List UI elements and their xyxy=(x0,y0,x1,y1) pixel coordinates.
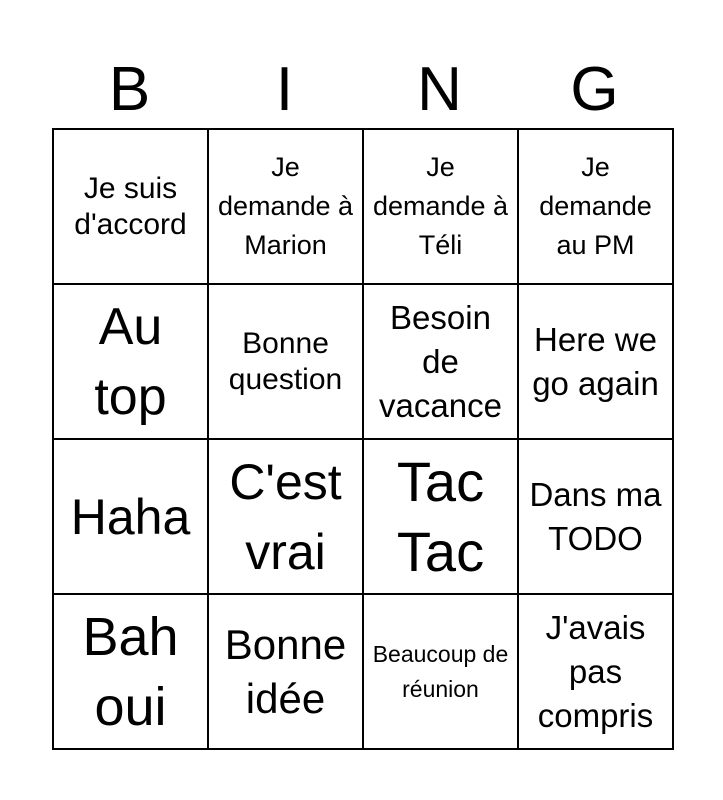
cell-text: Je suis d'accord xyxy=(74,171,187,241)
cell-text: Dans ma TODO xyxy=(529,475,662,557)
grid-row xyxy=(53,129,673,284)
cell-text: C'est vrai xyxy=(229,453,342,580)
grid-row xyxy=(53,439,673,594)
cell-text: Beaucoup de réunion xyxy=(372,640,509,702)
bingo-cell[interactable] xyxy=(53,129,208,284)
grid-row xyxy=(53,284,673,439)
bingo-cell[interactable] xyxy=(518,594,673,749)
cell-text: Bonne question xyxy=(228,326,343,396)
cell-text: Au top xyxy=(94,297,167,426)
bingo-grid xyxy=(52,128,674,750)
bingo-cell[interactable] xyxy=(208,129,363,284)
bingo-cell[interactable] xyxy=(208,594,363,749)
bingo-cell[interactable] xyxy=(518,129,673,284)
bingo-cell[interactable] xyxy=(363,594,518,749)
header-letter-n: N xyxy=(417,55,462,124)
cell-text: J'avais pas compris xyxy=(537,608,654,734)
bingo-header xyxy=(52,52,672,128)
bingo-cell[interactable] xyxy=(208,439,363,594)
cell-text: Here we go again xyxy=(532,320,659,402)
cell-text: Tac Tac xyxy=(396,449,485,583)
cell-text: Haha xyxy=(70,488,191,545)
cell-text: Bah oui xyxy=(82,606,179,737)
cell-text: Je demande à Marion xyxy=(217,152,354,260)
cell-text: Je demande à Téli xyxy=(372,152,509,260)
bingo-cell[interactable] xyxy=(363,284,518,439)
header-letter-i: I xyxy=(275,55,294,124)
cell-text: Je demande au PM xyxy=(539,152,652,260)
cell-text: Besoin de vacance xyxy=(379,298,502,424)
bingo-cell[interactable] xyxy=(53,439,208,594)
bingo-cell[interactable] xyxy=(53,594,208,749)
bingo-cell[interactable] xyxy=(518,439,673,594)
cell-text: Bonne idée xyxy=(224,620,347,722)
header-letter-b: B xyxy=(108,55,151,124)
bingo-cell[interactable] xyxy=(363,439,518,594)
bingo-cell[interactable] xyxy=(363,129,518,284)
bingo-cell[interactable] xyxy=(518,284,673,439)
grid-row xyxy=(53,594,673,749)
bingo-cell[interactable] xyxy=(53,284,208,439)
header-letter-g: G xyxy=(570,55,619,124)
bingo-cell[interactable] xyxy=(208,284,363,439)
